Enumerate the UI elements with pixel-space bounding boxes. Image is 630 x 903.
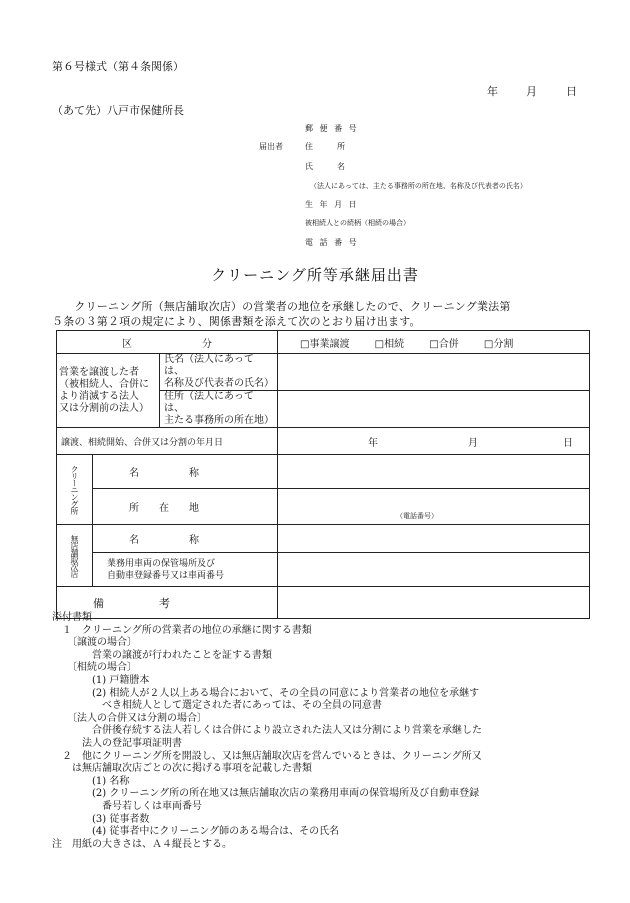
date-month-label: 月 xyxy=(526,85,537,98)
class-options xyxy=(278,331,590,354)
transferor-name-label: 氏名（法人にあっては、 名称及び代表者の氏名） xyxy=(160,354,278,391)
attachment-line: は無店舗取次店ごとの次に掲げる事項を記載した書類 xyxy=(52,763,312,775)
option-inherit-checkbox[interactable]: □相続 xyxy=(374,338,405,350)
document-title: クリーニング所等承継届出書 xyxy=(211,266,419,284)
attachment-line: (2) 相続人が２人以上ある場合において、その全員の同意により営業者の地位を承継す xyxy=(52,687,480,699)
transferor-name-row xyxy=(57,354,590,391)
cleaning-name-label: 名 称 xyxy=(93,455,278,489)
remarks-label: 備 考 xyxy=(57,587,278,619)
attachment-line: １ クリーニング所の営業者の地位の承継に関する書類 xyxy=(52,624,312,636)
cleaning-name-row xyxy=(57,455,590,489)
class-label: 区 分 xyxy=(57,331,278,354)
relation-label: 被相続人との続柄（相続の場合） xyxy=(305,219,410,227)
transferor-label: 営業を譲渡した者 （被相続人、合併に より消滅する法人 又は分割前の法人） xyxy=(57,354,160,428)
attachment-line: 〔相続の場合〕 xyxy=(52,662,137,674)
date-year-label: 年 xyxy=(487,85,498,98)
attachment-line: 番号若しくは車両番号 xyxy=(52,800,202,812)
addressee: （あて先）八戸市保健所長 xyxy=(52,104,184,117)
attachment-line: べき相続人として選定された者にあっては、その全員の同意書 xyxy=(52,700,382,712)
cleaning-location-row xyxy=(57,489,590,525)
noshop-name-label: 名 称 xyxy=(93,525,278,553)
transferor-name-field[interactable] xyxy=(278,354,590,391)
option-transfer-checkbox[interactable]: □事業譲渡 xyxy=(300,338,350,350)
date-row xyxy=(57,428,590,455)
succession-table xyxy=(56,330,590,619)
intro-line-1: クリーニング所（無店舗取次店）の営業者の地位を承継したので、クリーニング業法第 xyxy=(74,300,511,313)
name-note: （法人にあっては、主たる事務所の所在地、名称及び代表者の氏名） xyxy=(310,182,527,190)
transferor-address-label: 住所（法人にあっては、 主たる事務所の所在地） xyxy=(160,391,278,428)
attachments-heading: 添付書類 xyxy=(52,612,92,623)
paper-size-note: 注 用紙の大きさは、Ａ４縦長とする。 xyxy=(52,838,232,850)
cleaning-location-field[interactable] xyxy=(278,489,590,525)
phone-note: （電話番号） xyxy=(396,512,438,520)
attachment-line: (1) 名称 xyxy=(52,775,130,787)
attachment-line: 〔譲渡の場合〕 xyxy=(52,637,137,649)
cleaning-name-field[interactable] xyxy=(278,455,590,489)
class-row xyxy=(57,331,590,354)
attachment-line: (3) 従事者数 xyxy=(52,813,150,825)
noshop-label: 無店舗取次店 xyxy=(57,525,93,587)
form-number: 第６号様式（第４条関係） xyxy=(52,60,184,73)
option-merger-checkbox[interactable]: □合併 xyxy=(429,338,459,350)
vehicle-label: 業務用車両の保管場所及び 自動車登録番号又は車両番号 xyxy=(93,553,278,587)
attachment-line: 〔法人の合併又は分割の場合〕 xyxy=(52,712,207,724)
phone-label: 電 話 番 号 xyxy=(305,238,359,247)
date-label: 譲渡、相続開始、合併又は分割の年月日 xyxy=(57,428,278,455)
option-split-checkbox[interactable]: □分割 xyxy=(483,338,514,350)
attachment-line: 合併後存続する法人若しくは合併により設立された法人又は分割により営業を承継した xyxy=(52,725,482,737)
attachment-line: 営業の譲渡が行われたことを証する書類 xyxy=(52,649,272,661)
attachment-line: (1) 戸籍謄本 xyxy=(52,674,150,686)
vehicle-row xyxy=(57,553,590,587)
attachment-line: ２ 他にクリーニング所を開設し、又は無店舗取次店を営んでいるときは、クリーニング所又 xyxy=(52,750,482,762)
attachment-line: 法人の登記事項証明書 xyxy=(52,737,182,749)
date-day-label: 日 xyxy=(566,85,577,98)
attachment-line: (4) 従事者中にクリーニング師のある場合は、その氏名 xyxy=(52,826,340,838)
name-label: 氏 名 xyxy=(305,162,345,171)
noshop-name-row xyxy=(57,525,590,553)
cleaning-location-label: 所 在 地 xyxy=(93,489,278,525)
intro-line-2: ５条の３第２項の規定により、関係書類を添えて次のとおり届け出ます。 xyxy=(52,315,421,328)
vehicle-field[interactable] xyxy=(278,553,590,587)
applicant-label: 届出者 xyxy=(259,142,283,151)
noshop-name-field[interactable] xyxy=(278,525,590,553)
date-field[interactable]: 年 月 日 xyxy=(278,428,590,455)
address-label: 住 所 xyxy=(305,142,345,151)
attachment-line: (2) クリーニング所の所在地又は無店舗取次店の業務用車両の保管場所及び自動車登録 xyxy=(52,788,480,800)
cleaning-shop-label: クリーニング所 xyxy=(57,455,93,525)
birth-label: 生 年 月 日 xyxy=(305,200,359,209)
attachments xyxy=(52,612,582,851)
postal-label: 郵 便 番 号 xyxy=(305,124,359,133)
transferor-address-field[interactable] xyxy=(278,391,590,428)
